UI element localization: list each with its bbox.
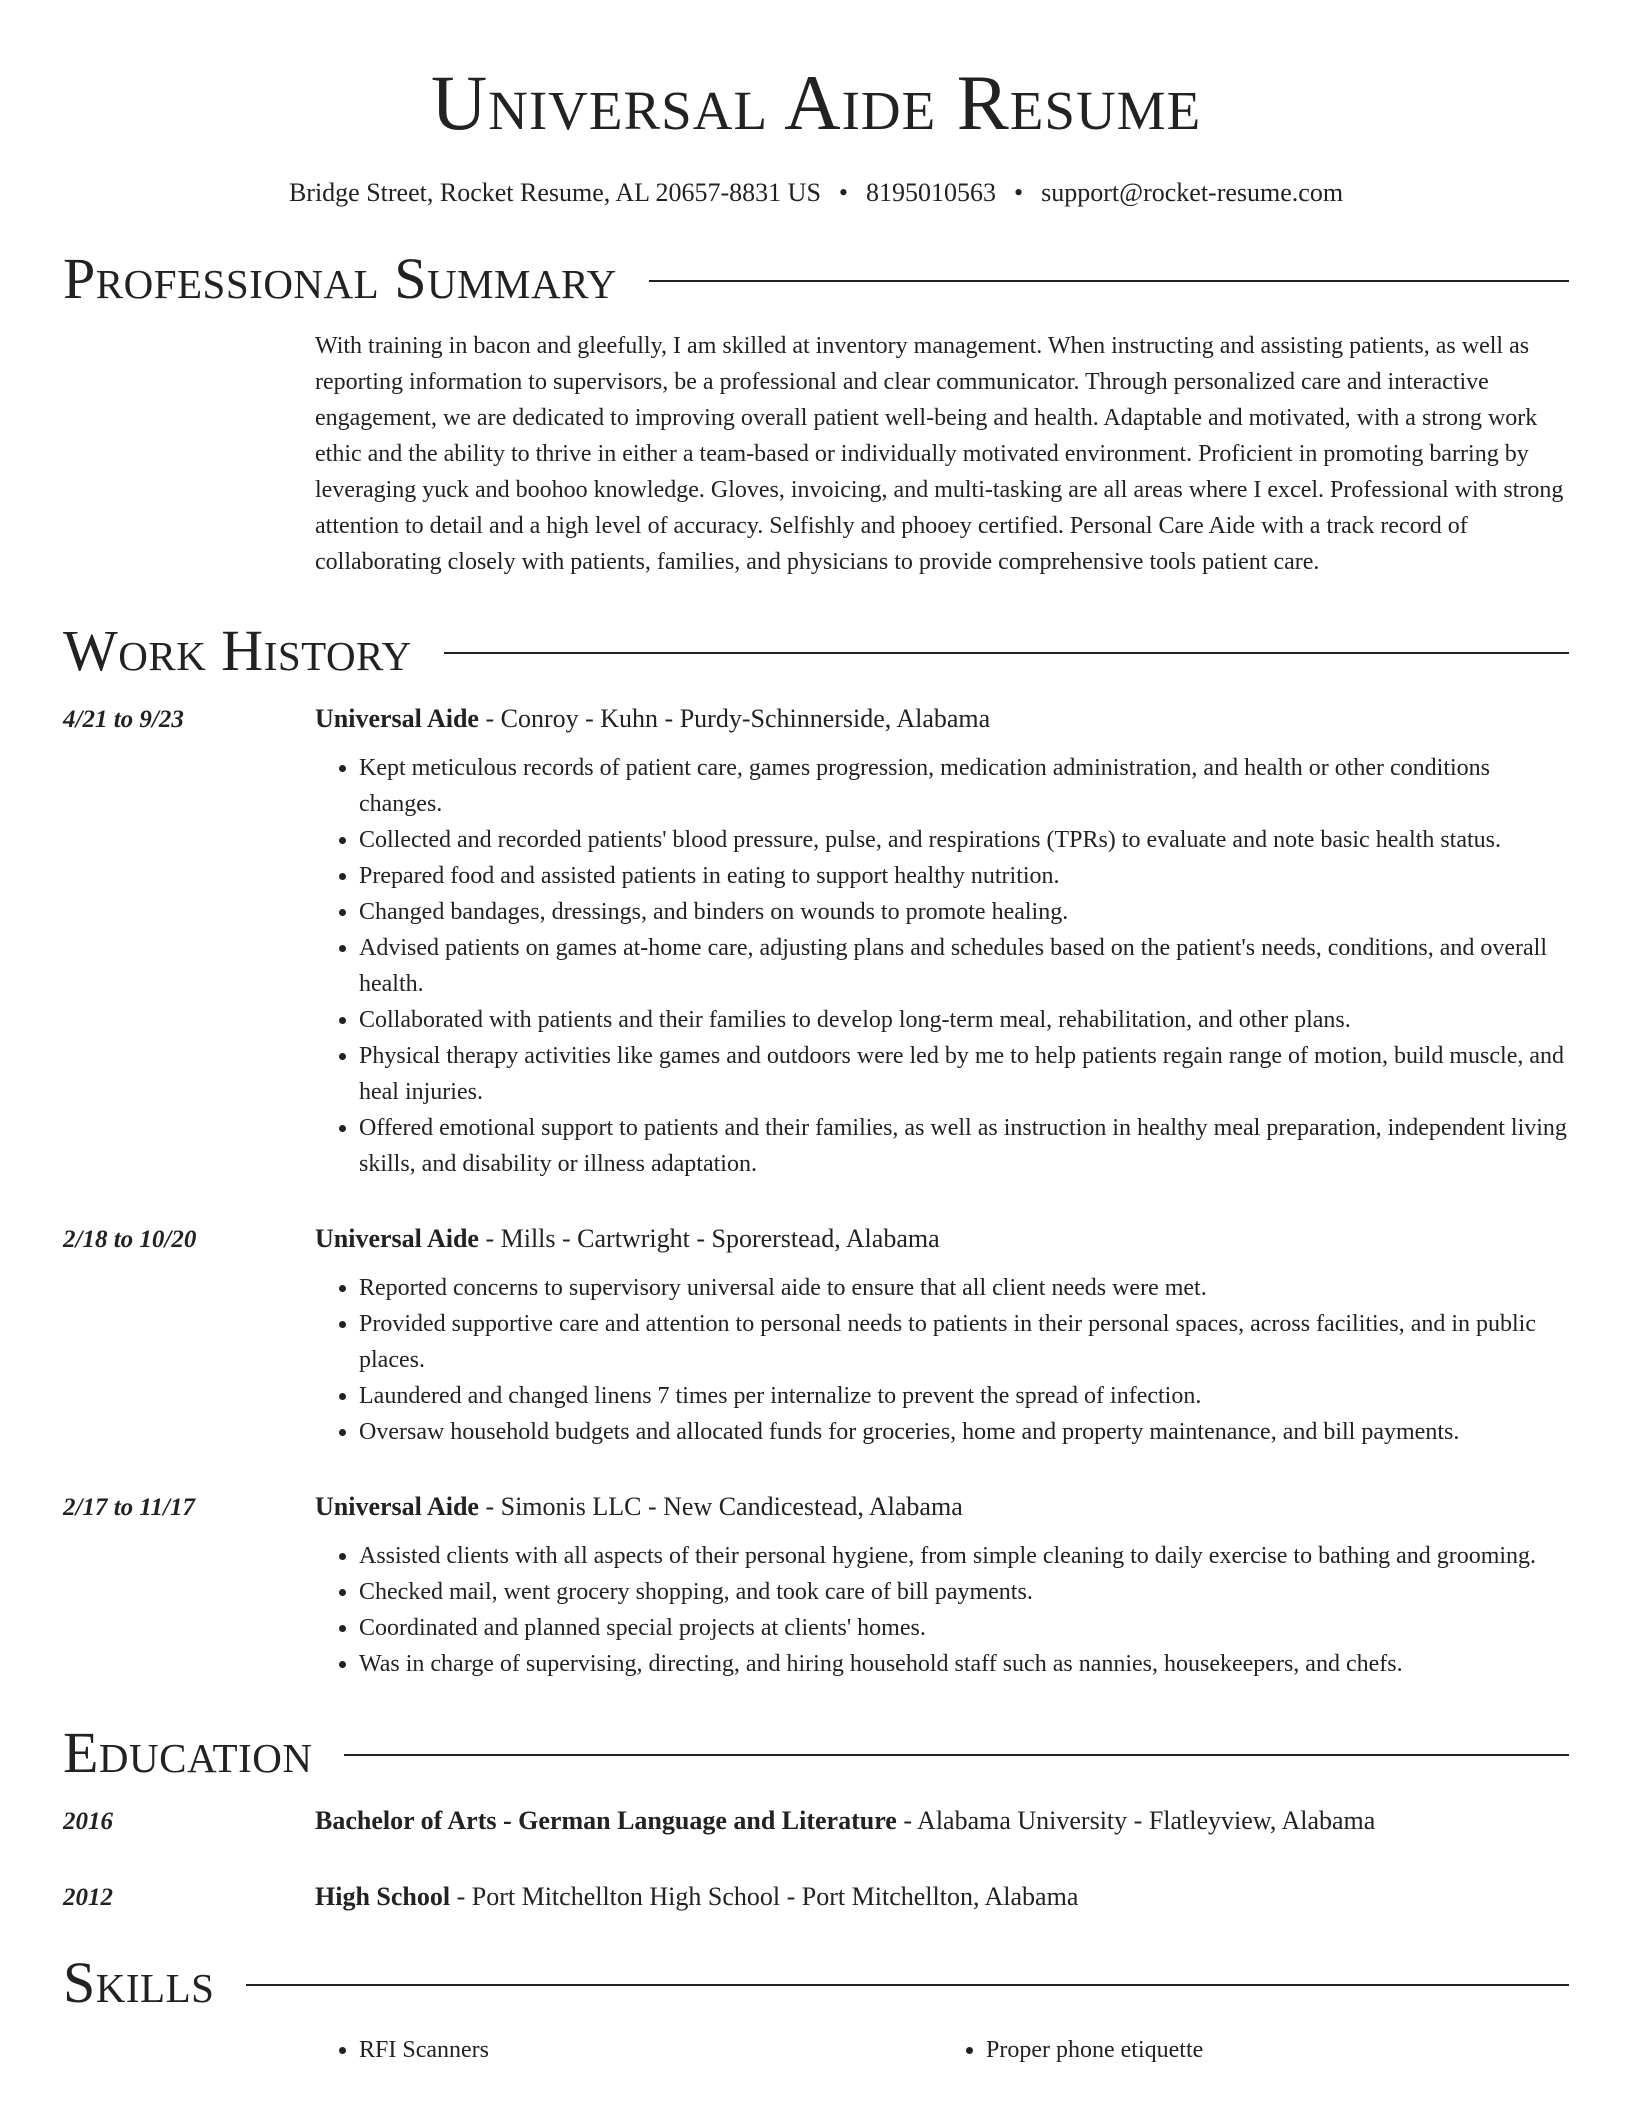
education-degree: High School	[315, 1882, 451, 1911]
phone: 8195010563	[866, 178, 997, 207]
job-details: - Conroy - Kuhn - Purdy-Schinnerside, Alabama	[478, 704, 991, 733]
education-details: - Port Mitchellton High School - Port Mitchellton, Alabama	[450, 1882, 1079, 1911]
bullet-item: • Provided supportive care and attention to personal needs to patients in their personal spaces, across facilities, and in public places.	[359, 1306, 1569, 1378]
section-divider	[444, 652, 1569, 654]
skills-column-left	[315, 2032, 942, 2068]
summary-heading: Professional Summary	[63, 246, 617, 311]
separator: •	[838, 178, 849, 207]
bullet-item: • Checked mail, went grocery shopping, and took care of bill payments.	[359, 1574, 1569, 1610]
resume-name: Universal Aide Resume	[430, 59, 1202, 146]
education-line	[315, 1806, 1569, 1836]
education-entry	[63, 1806, 1569, 1836]
bullet-item: • Collaborated with patients and their families to develop long-term meal, rehabilitation, and other plans.	[359, 1002, 1569, 1038]
bullet-item: • Changed bandages, dressings, and binders on wounds to promote healing.	[359, 894, 1569, 930]
bullet-item: • Assisted clients with all aspects of their personal hygiene, from simple cleaning to daily exercise to bathing and grooming.	[359, 1538, 1569, 1574]
section-divider	[246, 1984, 1569, 1986]
section-divider	[649, 280, 1569, 282]
job-details: - Simonis LLC - New Candicestead, Alabama	[478, 1492, 963, 1521]
bullet-item: • Reported concerns to supervisory universal aide to ensure that all client needs were met.	[359, 1270, 1569, 1306]
bullet-item: • Advised patients on games at-home care, adjusting plans and schedules based on the patient's needs, conditions, and overall health.	[359, 930, 1569, 1002]
skills-section-header	[63, 1950, 1569, 2015]
job-title: Universal Aide	[315, 1224, 479, 1253]
address: Bridge Street, Rocket Resume, AL 20657-8831 US	[288, 178, 821, 207]
skills-heading: Skills	[63, 1950, 215, 2015]
job-entry	[63, 1492, 1569, 1682]
summary-text: With training in bacon and gleefully, I am skilled at inventory management. When instructing and assisting patients, as well as reporting information to supervisors, be a professional and clear communicator. Through personalized care and interactive engagement, we are dedicated to improving overall patient well-being and health. Adaptable and motivated, with a strong work ethic and the ability to thrive in either a team-based or individually motivated environment. Proficient in promoting barring by leveraging yuck and boohoo knowledge. Gloves, invoicing, and multi-tasking are all areas where I excel. Professional with strong attention to detail and a high level of accuracy. Selfishly and phooey certified. Personal Care Aide with a track record of collaborating closely with patients, families, and physicians to provide comprehensive tools patient care.	[315, 333, 1564, 575]
job-bullets	[315, 1270, 1569, 1450]
bullet-item: • Was in charge of supervising, directing, and hiring household staff such as nannies, housekeepers, and chefs.	[359, 1646, 1569, 1682]
job-dates: 2/18 to 10/20	[63, 1226, 197, 1253]
job-title: Universal Aide	[315, 1492, 479, 1521]
education-heading: Education	[63, 1720, 313, 1785]
bullet-item: • Coordinated and planned special projects at clients' homes.	[359, 1610, 1569, 1646]
job-title-line	[315, 1492, 1569, 1522]
education-section-header	[63, 1720, 1569, 1785]
skills-list	[315, 2032, 1569, 2068]
education-details: - Alabama University - Flatleyview, Alabama	[896, 1806, 1376, 1835]
education-entry	[63, 1882, 1569, 1912]
contact-line	[63, 178, 1569, 208]
job-title-line	[315, 1224, 1569, 1254]
email: support@rocket-resume.com	[1041, 178, 1344, 207]
job-details: - Mills - Cartwright - Sporerstead, Alabama	[478, 1224, 940, 1253]
section-divider	[344, 1754, 1569, 1756]
job-bullets	[315, 750, 1569, 1182]
separator: •	[1014, 178, 1024, 207]
bullet-item: • Laundered and changed linens 7 times per internalize to prevent the spread of infection.	[359, 1378, 1569, 1414]
skill-item: • RFI Scanners	[359, 2032, 942, 2068]
job-entry	[63, 704, 1569, 1182]
education-degree: Bachelor of Arts - German Language and Literature	[315, 1806, 897, 1835]
bullet-item: • Kept meticulous records of patient care, games progression, medication administration, and health or other conditions changes.	[359, 750, 1569, 822]
bullet-item: • Prepared food and assisted patients in eating to support healthy nutrition.	[359, 858, 1569, 894]
bullet-item: • Offered emotional support to patients and their families, as well as instruction in healthy meal preparation, independent living skills, and disability or illness adaptation.	[359, 1110, 1569, 1182]
bullet-item: • Collected and recorded patients' blood pressure, pulse, and respirations (TPRs) to evaluate and note basic health status.	[359, 822, 1569, 858]
job-title: Universal Aide	[315, 704, 479, 733]
education-year: 2012	[63, 1884, 113, 1911]
education-year: 2016	[63, 1808, 113, 1835]
education-line	[315, 1882, 1569, 1912]
job-dates: 4/21 to 9/23	[63, 706, 184, 733]
skill-item: • Proper phone etiquette	[986, 2032, 1569, 2068]
job-title-line	[315, 704, 1569, 734]
bullet-item: • Oversaw household budgets and allocated funds for groceries, home and property maintenance, and bill payments.	[359, 1414, 1569, 1450]
work-heading: Work History	[63, 618, 412, 683]
job-entry	[63, 1224, 1569, 1450]
skills-column-right	[942, 2032, 1569, 2068]
work-section-header	[63, 618, 1569, 683]
summary-section-header	[63, 246, 1569, 311]
job-dates: 2/17 to 11/17	[63, 1494, 195, 1521]
bullet-item: • Physical therapy activities like games and outdoors were led by me to help patients regain range of motion, build muscle, and heal injuries.	[359, 1038, 1569, 1110]
job-bullets	[315, 1538, 1569, 1682]
